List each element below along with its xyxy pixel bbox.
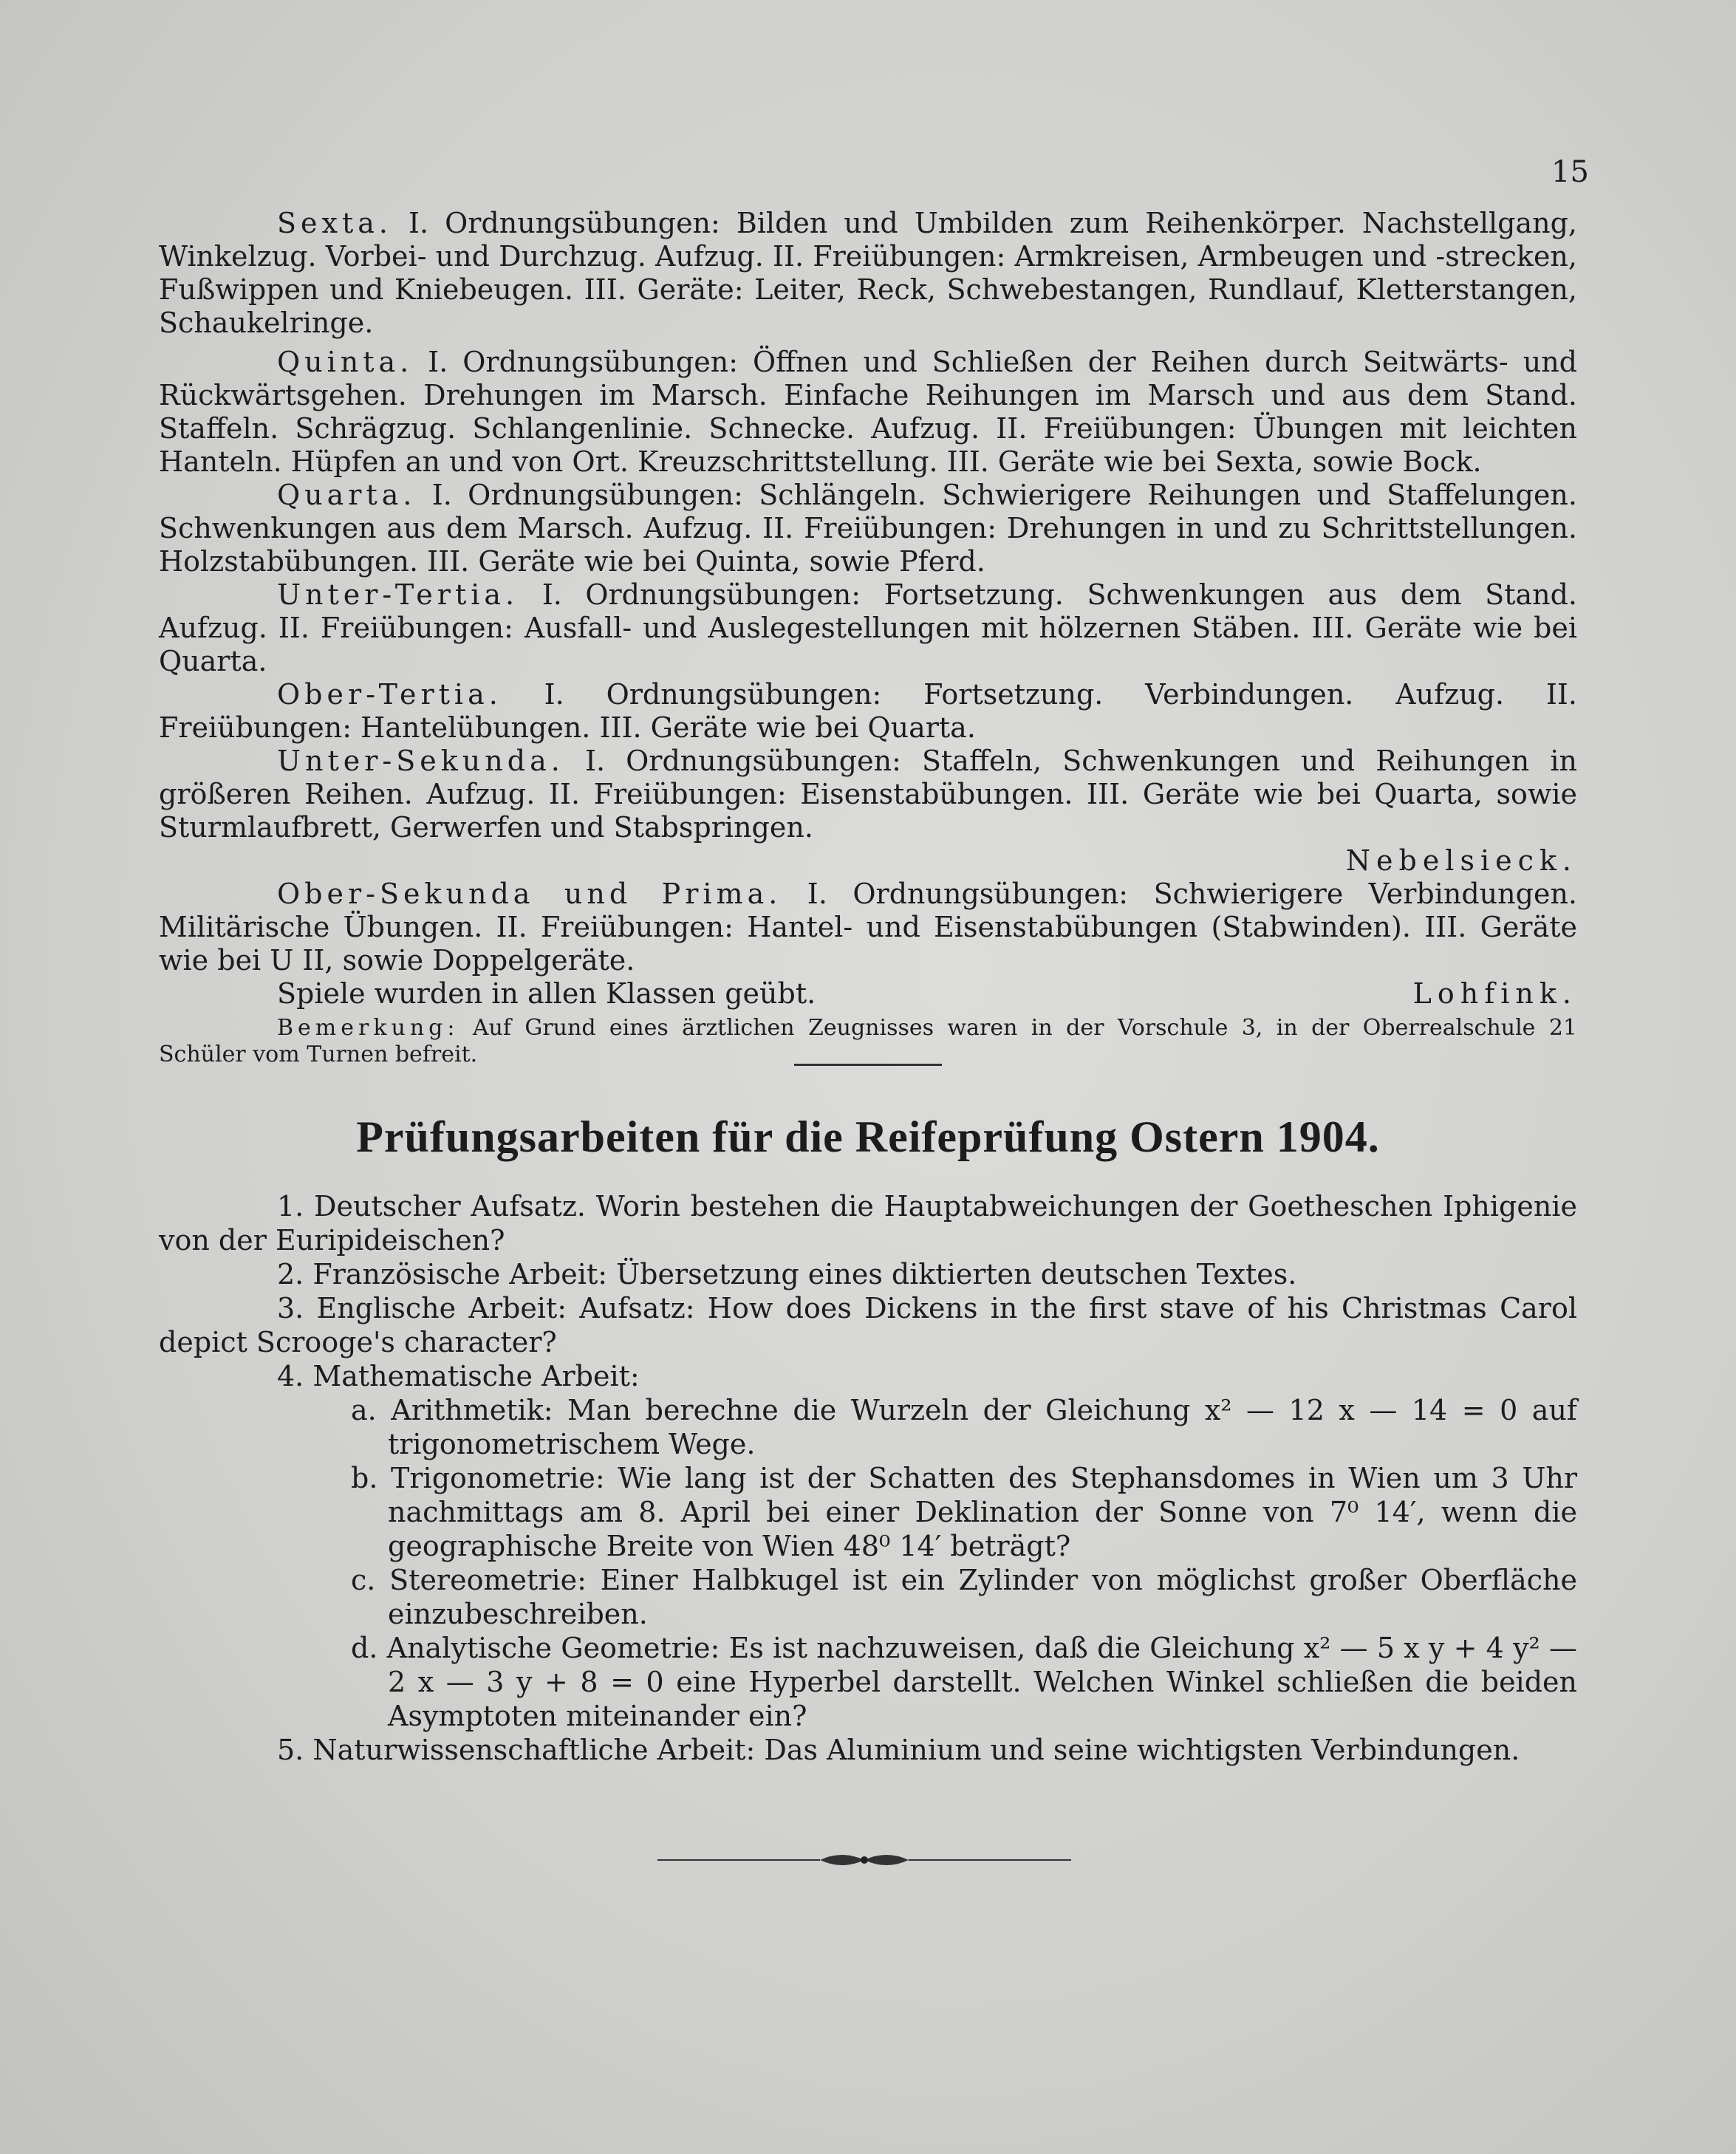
math-sub-trigonometry: b. Trigonometrie: Wie lang ist der Schatten des Stephansdomes in Wien um 3 Uhr nachmittags am 8. April bei einer Deklination der Sonne von 7⁰ 14′, wenn die geographische Breite von Wien 48⁰ 14′ beträgt? xyxy=(351,1462,1577,1562)
remark-label: Bemerkung: xyxy=(277,1015,459,1041)
class-label: Ober-Sekunda und Prima. xyxy=(277,878,782,910)
paragraph-ober-tertia xyxy=(159,678,1577,745)
remark xyxy=(159,1015,1577,1068)
gymnastics-section xyxy=(159,207,1577,1068)
exam-list xyxy=(159,1189,1577,1767)
page-number: 15 xyxy=(1551,155,1589,189)
paragraph-unter-tertia xyxy=(159,578,1577,678)
signature-nebelsieck: Nebelsieck. xyxy=(1345,844,1577,877)
games-line xyxy=(159,977,1577,1011)
paragraph-text: I. Ordnungsübungen: Schwierigere Verbindungen. Militärische Übungen. II. Freiübungen: Hantel- und Eisenstabübungen (Stabwinden). III. Geräte wie bei U II, sowie Doppelgeräte. xyxy=(159,878,1577,977)
paragraph-quarta xyxy=(159,479,1577,578)
paragraph-text: I. Ordnungsübungen: Fortsetzung. Verbindungen. Aufzug. II. Freiübungen: Hantelübungen. III. Geräte wie bei Quarta. xyxy=(159,678,1577,744)
exam-item-english: 3. Englische Arbeit: Aufsatz: How does Dickens in the first stave of his Christmas Carol depict Scrooge's character? xyxy=(159,1292,1577,1358)
signature-lohfink: Lohfink. xyxy=(1412,977,1577,1010)
math-sub-arithmetic: a. Arithmetik: Man berechne die Wurzeln der Gleichung x² — 12 x — 14 = 0 auf trigonometrischem Wege. xyxy=(351,1394,1577,1460)
exam-item-science: 5. Naturwissenschaftliche Arbeit: Das Aluminium und seine wichtigsten Verbindungen. xyxy=(277,1734,1520,1766)
paragraph-prima xyxy=(159,878,1577,977)
class-label: Quinta. xyxy=(277,346,414,378)
class-label: Ober-Tertia. xyxy=(277,678,502,711)
paragraph-text: I. Ordnungsübungen: Schlängeln. Schwierigere Reihungen und Staffelungen. Schwenkungen aus dem Marsch. Aufzug. II. Freiübungen: Drehungen in und zu Schrittstellungen. Holzstabübungen. III. Geräte wie bei Quinta, sowie Pferd. xyxy=(159,479,1577,578)
math-sub-stereometry: c. Stereometrie: Einer Halbkugel ist ein Zylinder von möglichst großer Oberfläche einzubeschreiben. xyxy=(351,1564,1577,1630)
exam-item-french: 2. Französische Arbeit: Übersetzung eines diktierten deutschen Textes. xyxy=(277,1258,1297,1290)
paragraph-text: I. Ordnungsübungen: Öffnen und Schließen der Reihen durch Seitwärts- und Rückwärtsgehen. Drehungen im Marsch. Einfache Reihungen im Marsch und aus dem Stand. Staffeln. Schrägzug. Schlangenlinie. Schnecke. Aufzug. II. Freiübungen: Übungen mit leichten Hanteln. Hüpfen an und von Ort. Kreuzschrittstellung. III. Geräte wie bei Sexta, sowie Bock. xyxy=(159,346,1577,478)
exam-heading: Prüfungsarbeiten für die Reifeprüfung Ostern 1904. xyxy=(356,1112,1380,1161)
remark-text: Auf Grund eines ärztlichen Zeugnisses waren in der Vorschule 3, in der Oberrealschule 21 Schüler vom Turnen befreit. xyxy=(159,1015,1577,1067)
paragraph-text: I. Ordnungsübungen: Staffeln, Schwenkungen und Reihungen in größeren Reihen. Aufzug. II. Freiübungen: Eisenstabübungen. III. Geräte wie bei Quarta, sowie Sturmlaufbrett, Gerwerfen und Stabspringen. xyxy=(159,745,1577,844)
section-divider xyxy=(794,1064,942,1066)
exam-item-math: 4. Mathematische Arbeit: xyxy=(277,1360,640,1392)
ornament-divider-icon xyxy=(657,1845,1071,1875)
class-label: Quarta. xyxy=(277,479,417,511)
paragraph-quinta xyxy=(159,346,1577,479)
class-label: Sexta. xyxy=(277,207,392,239)
games-text: Spiele wurden in allen Klassen geübt. xyxy=(277,977,816,1010)
paragraph-sexta xyxy=(159,207,1577,340)
paragraph-text: I. Ordnungsübungen: Fortsetzung. Schwenkungen aus dem Stand. Aufzug. II. Freiübungen: Ausfall- und Auslegestellungen mit hölzernen Stäben. III. Geräte wie bei Quarta. xyxy=(159,578,1577,677)
class-label: Unter-Sekunda. xyxy=(277,745,564,777)
math-sub-analytic-geometry: d. Analytische Geometrie: Es ist nachzuweisen, daß die Gleichung x² — 5 x y + 4 y² — 2 x — 3 y + 8 = 0 eine Hyperbel darstellt. Welchen Winkel schließen die beiden Asymptoten miteinander ein? xyxy=(351,1632,1577,1732)
class-label: Unter-Tertia. xyxy=(277,578,519,611)
paragraph-text: I. Ordnungsübungen: Bilden und Umbilden zum Reihenkörper. Nachstellgang, Winkelzug. Vorbei- und Durchzug. Aufzug. II. Freiübungen: Armkreisen, Armbeugen und -strecken, Fußwippen und Kniebeugen. III. Geräte: Leiter, Reck, Schwebestangen, Rundlauf, Kletterstangen, Schaukelringe. xyxy=(159,207,1577,339)
exam-item-german: 1. Deutscher Aufsatz. Worin bestehen die Hauptabweichungen der Goetheschen Iphigenie von der Euripideischen? xyxy=(159,1190,1577,1256)
paragraph-unter-sekunda xyxy=(159,745,1577,844)
